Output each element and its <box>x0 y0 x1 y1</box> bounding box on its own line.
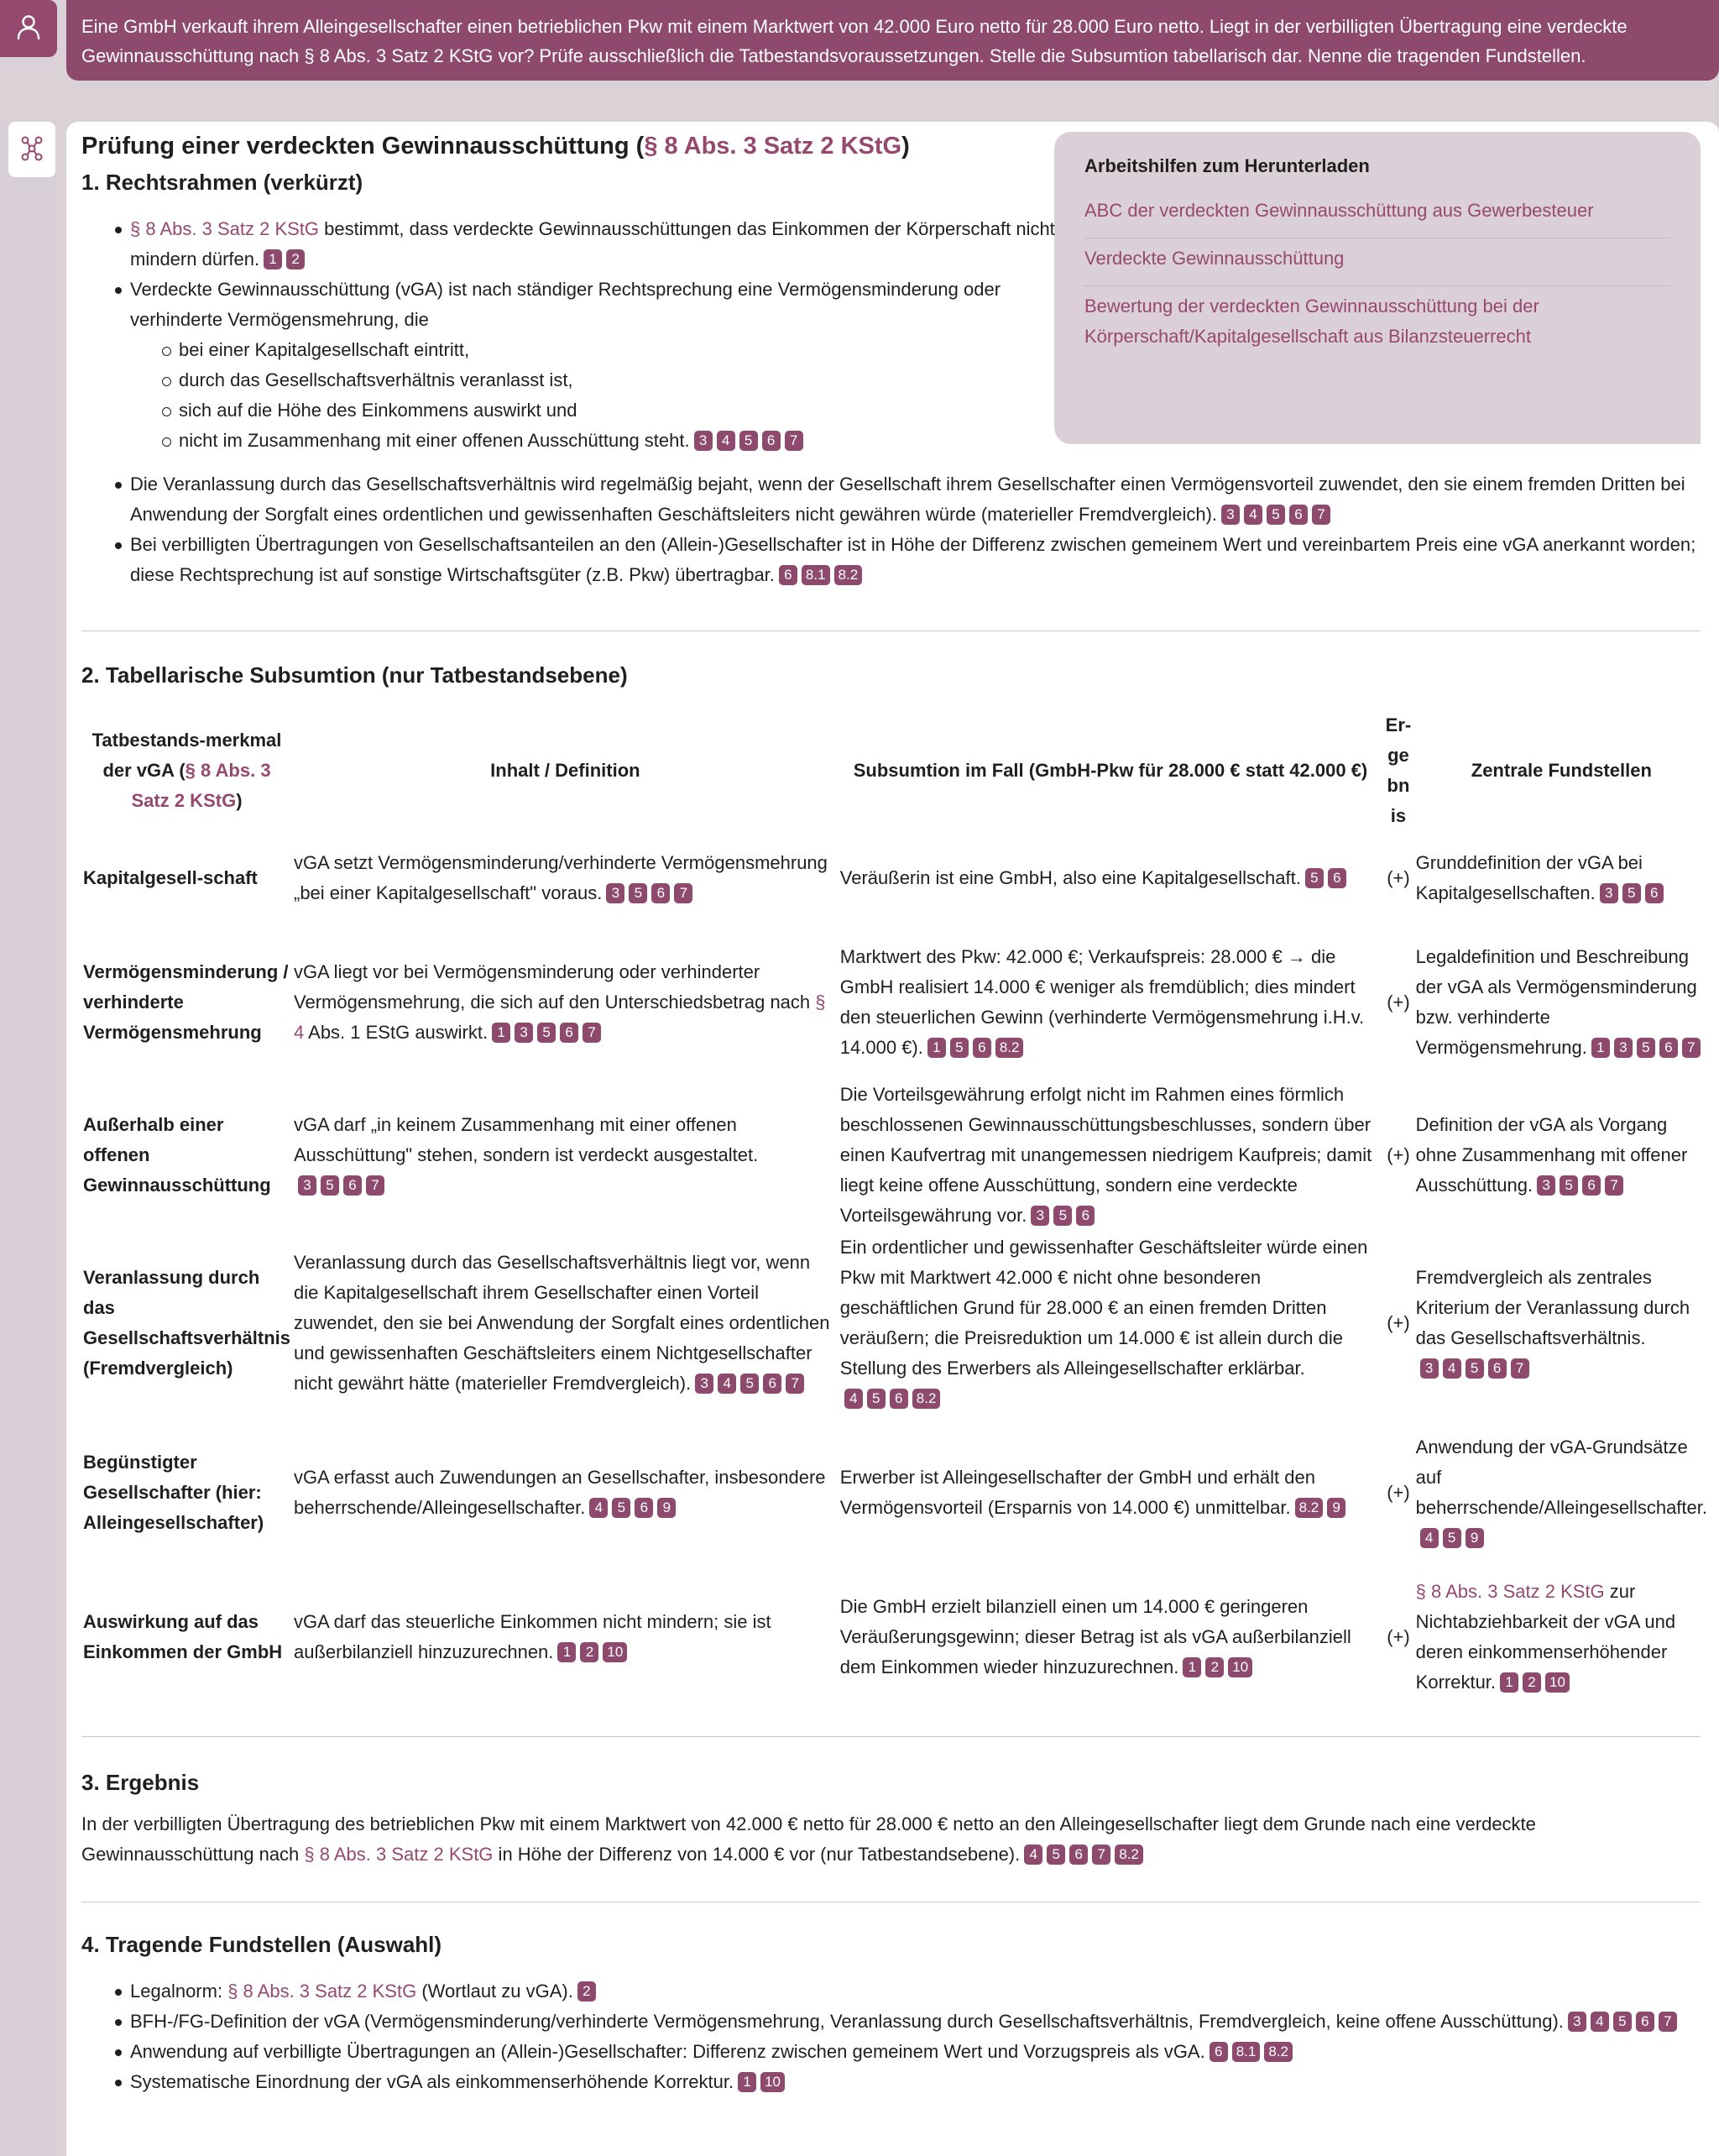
table-row <box>81 1231 1709 1416</box>
citation-badge[interactable]: 7 <box>1659 2012 1677 2032</box>
citation-badge[interactable]: 5 <box>739 431 758 451</box>
citation-badge[interactable]: 6 <box>762 431 781 451</box>
citation-badge[interactable]: 8.2 <box>1264 2042 1293 2062</box>
citation-badge[interactable]: 6 <box>1289 505 1308 525</box>
table-row <box>81 925 1709 1080</box>
merkmal-cell: Veranlassung durch das Gesellschaftsverhältnis (Fremdvergleich) <box>83 1267 291 1379</box>
citation-badge[interactable]: 10 <box>603 1642 627 1662</box>
citation-badge[interactable]: 7 <box>674 883 692 903</box>
fundstellen-cell <box>1414 925 1709 1080</box>
citation-badge[interactable]: 3 <box>694 431 713 451</box>
list-item <box>81 469 1701 530</box>
citation-badge[interactable]: 1 <box>738 2072 756 2092</box>
sublist-item: sich auf die Höhe des Einkommens auswirkt und <box>130 395 1055 426</box>
citation-badge[interactable]: 4 <box>844 1389 863 1409</box>
list-item <box>81 2007 1701 2037</box>
result-text: in Höhe der Differenz von 14.000 € vor (nur Tatbestandsebene). <box>493 1844 1021 1865</box>
cell-text: vGA liegt vor bei Vermögensminderung oder verhinderter Vermögensmehrung, die sich auf den Unterschiedsbetrag nach <box>294 961 816 1013</box>
column-header-text: Tatbestands-merkmal der vGA ( <box>91 730 282 781</box>
section-heading: 3. Ergebnis <box>81 1770 200 1795</box>
cell-text: vGA darf „in keinem Zusammenhang mit einer offenen Ausschüttung" stehen, sondern ist verdeckt ausgestaltet. <box>294 1114 759 1165</box>
merkmal-cell: Außerhalb einer offenen Gewinnausschüttung <box>83 1114 271 1196</box>
citation-badge[interactable]: 1 <box>492 1023 510 1043</box>
citation-badge[interactable]: 5 <box>629 883 647 903</box>
list-item <box>81 275 1055 456</box>
section-heading: 4. Tragende Fundstellen (Auswahl) <box>81 1932 442 1957</box>
list-item-text: bestimmt, dass verdeckte Gewinnausschüttungen das Einkommen der Körperschaft nicht mindern dürfen. <box>130 218 1055 270</box>
citation-badge[interactable]: 4 <box>1024 1845 1042 1865</box>
result-text: In der verbilligten Übertragung des betrieblichen Pkw mit einem Marktwert von 42.000 € netto für 28.000 € netto an den Alleingesellschafter liegt dem Grunde nach eine verdeckte Gewinnausschüttung nach <box>81 1813 1536 1865</box>
citation-badge[interactable]: 7 <box>1312 505 1330 525</box>
cell-text: Ein ordentlicher und gewissenhafter Geschäftsleiter würde einen Pkw mit Marktwert 42.000 € nicht ohne besonderen geschäftlichen Grund für 28.000 € an einen fremden Dritten veräußern; die Preisreduktion um 14.000 € ist allein durch die Stellung des Erwerbers als Alleingesellschafter erklärbar. <box>839 1237 1368 1379</box>
citation-badge[interactable]: 2 <box>577 1981 596 2002</box>
list-item-text: Verdeckte Gewinnausschüttung (vGA) ist nach ständiger Rechtsprechung eine Vermögensminderung oder verhinderte Vermögensmehrung, die <box>130 279 1001 330</box>
result-paragraph <box>81 1809 1701 1870</box>
citation-badge[interactable]: 1 <box>1591 1038 1610 1058</box>
citation-badge[interactable]: 6 <box>1659 1038 1678 1058</box>
citation-badge[interactable]: 4 <box>1420 1528 1439 1548</box>
citation-badge[interactable]: 8.2 <box>834 565 863 585</box>
citation-badge[interactable]: 6 <box>1076 1206 1095 1226</box>
user-message <box>66 0 1719 81</box>
citation-badge[interactable]: 8.2 <box>995 1038 1024 1058</box>
cell-text: Veräußerin ist eine GmbH, also eine Kapitalgesellschaft. <box>839 867 1301 888</box>
cell-text: Fremdvergleich als zentrales Kriterium der Veranlassung durch das Gesellschaftsverhältnis. <box>1415 1267 1690 1348</box>
citation-badge[interactable]: 5 <box>740 1374 759 1394</box>
download-link[interactable]: Verdeckte Gewinnausschüttung <box>1084 238 1670 286</box>
legal-framework-list <box>81 214 1055 456</box>
citation-badge[interactable]: 7 <box>785 431 803 451</box>
assistant-avatar <box>8 122 55 177</box>
assistant-rail <box>0 122 57 2156</box>
cell-text: Erwerber ist Alleingesellschafter der GmbH und erhält den Vermögensvorteil (Ersparnis von 14.000 €) unmittelbar. <box>839 1467 1315 1518</box>
citation-badge[interactable]: 6 <box>779 565 797 585</box>
law-link[interactable]: § 8 Abs. 3 Satz 2 KStG <box>1415 1581 1605 1602</box>
law-link[interactable]: § 8 Abs. 3 Satz 2 KStG <box>227 1981 417 2002</box>
citation-badge[interactable]: 1 <box>1183 1657 1201 1677</box>
cell-text: vGA erfasst auch Zuwendungen an Gesellschafter, insbesondere beherrschende/Alleingesellschafter. <box>294 1467 826 1518</box>
cell-text: vGA setzt Vermögensminderung/verhinderte Vermögensmehrung „bei einer Kapitalgesellschaft" voraus. <box>294 852 828 903</box>
citation-badge[interactable]: 3 <box>1600 883 1618 903</box>
network-icon <box>18 134 45 165</box>
inhalt-cell <box>292 925 839 1080</box>
citation-badge[interactable]: 3 <box>1420 1358 1439 1379</box>
downloads-title: Arbeitshilfen zum Herunterladen <box>1084 155 1370 176</box>
citation-badge[interactable]: 8.2 <box>912 1389 941 1409</box>
citation-badge[interactable]: 6 <box>763 1374 781 1394</box>
citation-badge[interactable]: 6 <box>1488 1358 1507 1379</box>
section-heading: 2. Tabellarische Subsumtion (nur Tatbestandsebene) <box>81 662 628 688</box>
citation-badge[interactable]: 5 <box>1466 1358 1484 1379</box>
cell-text: Die GmbH erzielt bilanziell einen um 14.000 € geringeren Veräußerungsgewinn; dieser Betrag ist als vGA außerbilanziell dem Einkommen wieder hinzuzurechnen. <box>839 1596 1351 1677</box>
citation-badge[interactable]: 5 <box>1613 2012 1632 2032</box>
subsumtion-cell <box>839 1080 1382 1231</box>
citation-badge[interactable]: 6 <box>1069 1845 1088 1865</box>
cell-text: Grunddefinition der vGA bei Kapitalgesellschaften. <box>1415 852 1643 903</box>
subsumtion-cell <box>839 1570 1382 1704</box>
inhalt-cell <box>292 1231 839 1416</box>
cell-text: vGA darf das steuerliche Einkommen nicht mindern; sie ist außerbilanziell hinzuzurechnen. <box>294 1611 771 1662</box>
citation-badge[interactable]: 4 <box>717 431 735 451</box>
citation-badge[interactable]: 5 <box>1305 868 1324 888</box>
ergebnis-cell: (+) <box>1387 992 1410 1013</box>
citation-badge[interactable]: 5 <box>1622 883 1641 903</box>
column-header: Er-ge bn is <box>1385 714 1412 826</box>
citation-badge[interactable]: 1 <box>264 249 282 270</box>
citation-badge[interactable]: 3 <box>1614 1038 1633 1058</box>
citation-badge[interactable]: 8.2 <box>1295 1498 1324 1518</box>
law-link[interactable]: § 4 <box>294 992 826 1043</box>
citation-badge[interactable]: 3 <box>695 1374 713 1394</box>
law-link[interactable]: § 8 Abs. 3 Satz 2 KStG <box>644 133 902 160</box>
list-item <box>81 530 1701 590</box>
citation-badge[interactable]: 5 <box>1053 1206 1072 1226</box>
citation-badge[interactable]: 5 <box>1560 1175 1578 1196</box>
citation-badge[interactable]: 3 <box>1537 1175 1555 1196</box>
column-header: Subsumtion im Fall (GmbH-Pkw für 28.000 € statt 42.000 €) <box>853 760 1368 781</box>
citation-badge[interactable]: 6 <box>1328 868 1346 888</box>
citation-badge[interactable]: 7 <box>1092 1845 1110 1865</box>
citation-badge[interactable]: 3 <box>298 1175 316 1196</box>
answer-title-text: Prüfung einer verdeckten Gewinnausschüttung ( <box>81 133 645 160</box>
citation-badge[interactable]: 6 <box>560 1023 578 1043</box>
citation-badge[interactable]: 6 <box>1645 883 1664 903</box>
list-item <box>81 1976 1701 2007</box>
criteria-sublist <box>130 335 1055 456</box>
citation-badge[interactable]: 4 <box>718 1374 736 1394</box>
sublist-item <box>130 426 1055 456</box>
subsumtion-cell <box>839 831 1382 925</box>
citation-badge[interactable]: 4 <box>1443 1358 1461 1379</box>
citation-badge[interactable]: 5 <box>1443 1528 1461 1548</box>
citation-badge[interactable]: 10 <box>1228 1657 1252 1677</box>
divider <box>81 1736 1701 1737</box>
fundstellen-cell <box>1414 831 1709 925</box>
downloads-box <box>1054 132 1701 444</box>
list-item-text: Systematische Einordnung der vGA als einkommenserhöhende Korrektur. <box>130 2071 734 2092</box>
ergebnis-cell: (+) <box>1387 1626 1410 1647</box>
citation-badge[interactable]: 1 <box>557 1642 576 1662</box>
citation-badge[interactable]: 5 <box>612 1498 630 1518</box>
citation-badge[interactable]: 6 <box>1210 2042 1228 2062</box>
user-message-text: Eine GmbH verkauft ihrem Alleingesellschafter einen betrieblichen Pkw mit einem Marktwert von 42.000 Euro netto für 28.000 Euro netto. Liegt in der verbilligten Übertragung eine verdeckte Gewinnausschüttung nach § 8 Abs. 3 Satz 2 KStG vor? Prüfe ausschließlich die Tatbestandsvoraussetzungen. Stelle die Subsumtion tabellarisch dar. Nenne die tragenden Fundstellen. <box>81 16 1628 66</box>
ergebnis-cell: (+) <box>1387 1312 1410 1333</box>
citation-badge[interactable]: 3 <box>1031 1206 1049 1226</box>
cell-text: Abs. 1 EStG auswirkt. <box>304 1022 489 1043</box>
citation-badge[interactable]: 5 <box>867 1389 886 1409</box>
citation-badge[interactable]: 6 <box>635 1498 653 1518</box>
list-item-text: (Wortlaut zu vGA). <box>416 1981 573 2002</box>
subsumtion-cell <box>839 1416 1382 1570</box>
citation-badge[interactable]: 7 <box>786 1374 804 1394</box>
citation-badge[interactable]: 8.1 <box>802 565 830 585</box>
subsumption-table <box>81 710 1709 1704</box>
sources-list <box>81 1976 1701 2097</box>
citation-badge[interactable]: 7 <box>1682 1038 1701 1058</box>
citation-badge[interactable]: 7 <box>1511 1358 1529 1379</box>
cell-text: Veranlassung durch das Gesellschaftsverhältnis liegt vor, wenn die Kapitalgesellschaft ihrem Gesellschafter einen Vorteil zuwendet, den sie bei Anwendung der Sorgfalt eines ordentlichen und gewissenhaften Geschäftsleiters einem Nichtgesellschafter nicht gewährt hätte (materieller Fremdvergleich). <box>294 1252 830 1394</box>
merkmal-cell: Auswirkung auf das Einkommen der GmbH <box>83 1611 283 1662</box>
citation-badge[interactable]: 6 <box>1636 2012 1654 2032</box>
cell-text: zur Nichtabziehbarkeit der vGA und deren einkommenserhöhender Korrektur. <box>1415 1581 1676 1693</box>
citation-badge[interactable]: 2 <box>1205 1657 1224 1677</box>
fundstellen-cell <box>1414 1231 1709 1416</box>
inhalt-cell <box>292 831 839 925</box>
citation-badge[interactable]: 3 <box>1568 2012 1586 2032</box>
cell-text: Marktwert des Pkw: 42.000 €; Verkaufspreis: 28.000 € → die GmbH realisiert 14.000 € weniger als fremdüblich; dies mindert den steuerlichen Gewinn (verhinderte Vermögensmehrung i.H.v. 14.000 €). <box>839 946 1365 1058</box>
user-avatar <box>0 0 57 57</box>
list-item <box>81 2067 1701 2097</box>
citation-badge[interactable]: 5 <box>1047 1845 1065 1865</box>
list-item-text: Legalnorm: <box>130 1981 228 2002</box>
citation-badge[interactable]: 6 <box>973 1038 991 1058</box>
list-item <box>81 214 1055 275</box>
column-header: Inhalt / Definition <box>490 760 640 781</box>
citation-badge[interactable]: 9 <box>1466 1528 1484 1548</box>
citation-badge[interactable]: 4 <box>589 1498 608 1518</box>
citation-badge[interactable]: 9 <box>1327 1498 1345 1518</box>
assistant-answer <box>66 122 1719 2156</box>
citation-badge[interactable]: 1 <box>1500 1672 1518 1693</box>
subsumtion-cell <box>839 1231 1382 1416</box>
section-heading: 1. Rechtsrahmen (verkürzt) <box>81 170 363 195</box>
user-icon <box>14 13 43 45</box>
citation-badge[interactable]: 6 <box>343 1175 362 1196</box>
table-row <box>81 1416 1709 1570</box>
citation-badge[interactable]: 7 <box>366 1175 384 1196</box>
column-header: Zentrale Fundstellen <box>1471 760 1652 781</box>
table-header-row <box>81 710 1709 831</box>
list-item-text: BFH-/FG-Definition der vGA (Vermögensminderung/verhinderte Vermögensmehrung, Veranlassung durch Gesellschaftsverhältnis, Fremdvergleich, keine offene Ausschüttung). <box>130 2011 1564 2032</box>
citation-badge[interactable]: 3 <box>1221 505 1240 525</box>
ergebnis-cell: (+) <box>1387 1482 1410 1503</box>
merkmal-cell: Begünstigter Gesellschafter (hier: Alleingesellschafter) <box>83 1452 264 1533</box>
sublist-item-text: nicht im Zusammenhang mit einer offenen Ausschüttung steht. <box>179 430 690 451</box>
law-link[interactable]: § 8 Abs. 3 Satz 2 KStG <box>304 1844 494 1865</box>
citation-badge[interactable]: 8.1 <box>1232 2042 1261 2062</box>
citation-badge[interactable]: 6 <box>890 1389 908 1409</box>
citation-badge[interactable]: 3 <box>515 1023 533 1043</box>
citation-badge[interactable]: 5 <box>950 1038 969 1058</box>
sublist-item: durch das Gesellschaftsverhältnis veranlasst ist, <box>130 365 1055 395</box>
ergebnis-cell: (+) <box>1387 867 1410 888</box>
list-item-text: Die Veranlassung durch das Gesellschaftsverhältnis wird regelmäßig bejaht, wenn der Gesellschaft ihrem Gesellschafter einen Vermögensvorteil zuwendet, den sie einem fremden Dritten bei Anwendung der Sorgfalt eines ordentlichen und gewissenhaften Geschäftsleiters nicht gewähren würde (materieller Fremdvergleich). <box>130 474 1685 525</box>
citation-badge[interactable]: 1 <box>927 1038 946 1058</box>
merkmal-cell: Kapitalgesell-schaft <box>83 867 258 888</box>
citation-badge[interactable]: 4 <box>1244 505 1262 525</box>
citation-badge[interactable]: 4 <box>1591 2012 1609 2032</box>
law-link[interactable]: § 8 Abs. 3 Satz 2 KStG <box>130 218 320 239</box>
cell-text: Anwendung der vGA-Grundsätze auf beherrschende/Alleingesellschafter. <box>1415 1436 1707 1518</box>
answer-title-text: ) <box>901 133 910 160</box>
fundstellen-cell <box>1414 1570 1709 1704</box>
fundstellen-cell <box>1414 1080 1709 1231</box>
citation-badge[interactable]: 5 <box>537 1023 556 1043</box>
cell-text: Die Vorteilsgewährung erfolgt nicht im Rahmen eines förmlich beschlossenen Gewinnausschüttungsbeschlusses, sondern über einen Kaufvertrag mit unangemessen niedrigem Kaufpreis; damit liegt keine offene Ausschüttung, sondern eine verdeckte Vorteilsgewährung vor. <box>839 1084 1372 1226</box>
table-row <box>81 1570 1709 1704</box>
list-item <box>81 2037 1701 2067</box>
citation-badge[interactable]: 6 <box>651 883 670 903</box>
citation-badge[interactable]: 9 <box>657 1498 676 1518</box>
sublist-item: bei einer Kapitalgesellschaft eintritt, <box>130 335 1055 365</box>
citation-badge[interactable]: 10 <box>760 2072 785 2092</box>
column-header <box>81 710 292 831</box>
list-item-text: Bei verbilligten Übertragungen von Gesellschaftsanteilen an den (Allein-)Gesellschafter ist in Höhe der Differenz zwischen gemeinem Wert und vereinbartem Preis eine vGA anerkannt worden; diese Rechtsprechung ist auf sonstige Wirtschaftsgüter (z.B. Pkw) übertragbar. <box>130 534 1696 585</box>
subsumtion-cell <box>839 925 1382 1080</box>
legal-framework-list-continued <box>81 469 1701 590</box>
download-link[interactable]: Bewertung der verdeckten Gewinnausschüttung bei der Körperschaft/Kapitalgesellschaft aus Bilanzsteuerrecht <box>1084 296 1539 347</box>
citation-badge[interactable]: 3 <box>606 883 624 903</box>
citation-badge[interactable]: 7 <box>1605 1175 1623 1196</box>
citation-badge[interactable]: 7 <box>583 1023 601 1043</box>
list-item-text: Anwendung auf verbilligte Übertragungen an (Allein-)Gesellschafter: Differenz zwischen gemeinem Wert und Vorzugspreis als vGA. <box>130 2041 1205 2062</box>
inhalt-cell <box>292 1080 839 1231</box>
citation-badge[interactable]: 5 <box>1267 505 1285 525</box>
citation-badge[interactable]: 6 <box>1582 1175 1601 1196</box>
citation-badge[interactable]: 8.2 <box>1115 1845 1143 1865</box>
merkmal-cell: Vermögensminderung / verhinderte Vermögensmehrung <box>83 961 289 1043</box>
inhalt-cell <box>292 1416 839 1570</box>
citation-badge[interactable]: 2 <box>286 249 305 270</box>
citation-badge[interactable]: 2 <box>580 1642 598 1662</box>
cell-text: Definition der vGA als Vorgang ohne Zusammenhang mit offener Ausschüttung. <box>1415 1114 1688 1196</box>
download-link[interactable]: ABC der verdeckten Gewinnausschüttung aus Gewerbesteuer <box>1084 191 1670 238</box>
table-row <box>81 1080 1709 1231</box>
citation-badge[interactable]: 2 <box>1523 1672 1541 1693</box>
law-link[interactable]: § 8 Abs. 3 Satz 2 KStG <box>131 760 271 811</box>
fundstellen-cell <box>1414 1416 1709 1570</box>
citation-badge[interactable]: 5 <box>1637 1038 1655 1058</box>
column-header-text: ) <box>236 790 243 811</box>
ergebnis-cell: (+) <box>1387 1144 1410 1165</box>
cell-text: Legaldefinition und Beschreibung der vGA als Vermögensminderung bzw. verhinderte Vermögensmehrung. <box>1415 946 1697 1058</box>
citation-badge[interactable]: 5 <box>321 1175 339 1196</box>
inhalt-cell <box>292 1570 839 1704</box>
citation-badge[interactable]: 10 <box>1545 1672 1570 1693</box>
table-row <box>81 831 1709 925</box>
